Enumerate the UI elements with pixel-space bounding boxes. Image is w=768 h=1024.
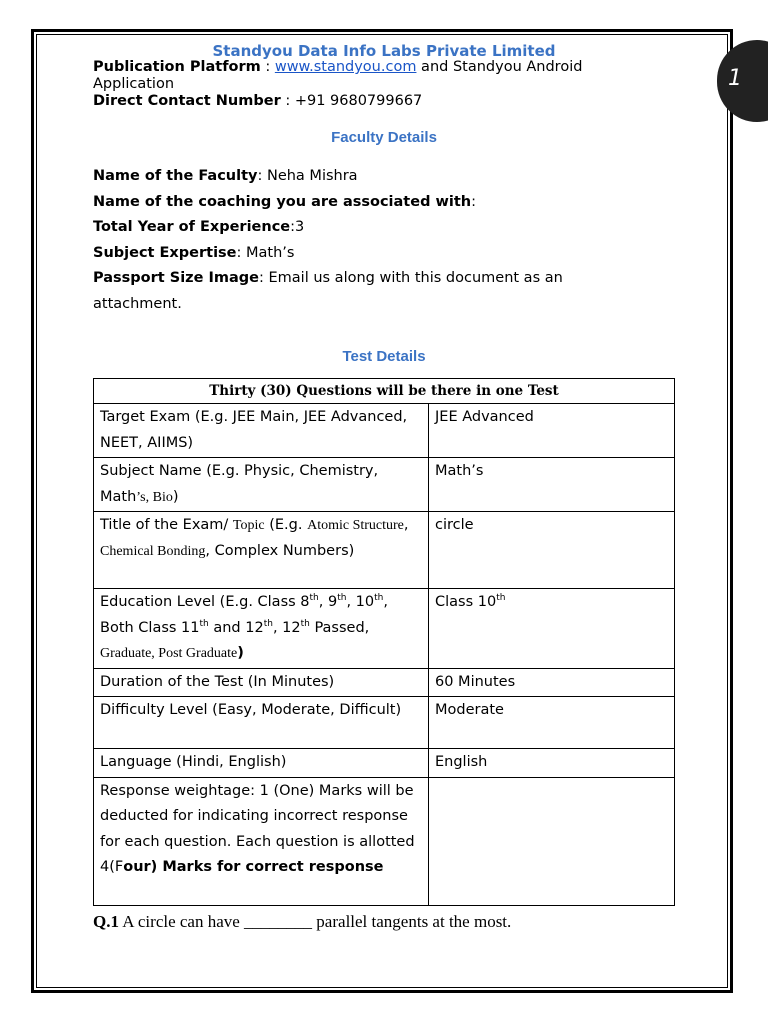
coaching-label: Name of the coaching you are associated with bbox=[93, 193, 472, 210]
platform-sep: : bbox=[260, 59, 275, 75]
table-header-row bbox=[94, 379, 675, 404]
target-exam-value: JEE Advanced bbox=[429, 404, 675, 458]
subject-line bbox=[93, 241, 653, 267]
platform-label: Publication Platform bbox=[93, 59, 261, 75]
subject-value: : Math’s bbox=[236, 244, 295, 261]
publication-info bbox=[93, 59, 653, 110]
experience-label: Total Year of Experience bbox=[93, 219, 291, 235]
table-row bbox=[94, 697, 675, 749]
faculty-name-label: Name of the Faculty bbox=[93, 168, 258, 184]
coaching-value: : bbox=[471, 193, 477, 210]
exam-title-label: Title of the Exam/ Topic (E.g. Atomic Structure, Chemical Bonding, Complex Numbers) bbox=[94, 512, 429, 589]
table-row bbox=[94, 668, 675, 697]
image-line bbox=[93, 266, 653, 317]
faculty-details bbox=[93, 164, 653, 317]
image-value: : Email us along with this document as an attachment. bbox=[93, 270, 563, 312]
difficulty-label: Difficulty Level (Easy, Moderate, Difficult) bbox=[94, 697, 429, 749]
difficulty-value: Moderate bbox=[429, 697, 675, 749]
test-section-title: Test Details bbox=[342, 348, 426, 365]
response-weightage-label: Response weightage: 1 (One) Marks will be deducted for indicating incorrect response for each question. Each question is allotted 4(Four) Marks for correct response bbox=[94, 777, 429, 905]
page-number: 1 bbox=[728, 66, 742, 91]
table-row bbox=[94, 777, 675, 905]
subject-label: Subject Expertise bbox=[93, 244, 237, 261]
image-label: Passport Size Image bbox=[93, 270, 259, 286]
platform-link[interactable]: www.standyou.com bbox=[274, 59, 417, 75]
duration-label: Duration of the Test (In Minutes) bbox=[94, 668, 429, 697]
question-number: Q.1 bbox=[93, 912, 119, 931]
faculty-name-line bbox=[93, 164, 653, 190]
table-header-cell: Thirty (30) Questions will be there in one Test bbox=[94, 379, 675, 404]
experience-line bbox=[93, 215, 653, 241]
table-row bbox=[94, 749, 675, 778]
coaching-line bbox=[93, 190, 653, 216]
faculty-name-value: : Neha Mishra bbox=[257, 168, 358, 184]
education-level-value: Class 10th bbox=[429, 589, 675, 669]
company-title: Standyou Data Info Labs Private Limited bbox=[212, 42, 556, 60]
language-value: English bbox=[429, 749, 675, 778]
table-row bbox=[94, 512, 675, 589]
duration-value: 60 Minutes bbox=[429, 668, 675, 697]
table-row bbox=[94, 589, 675, 669]
language-label: Language (Hindi, English) bbox=[94, 749, 429, 778]
test-details-table bbox=[93, 378, 675, 906]
table-row bbox=[94, 458, 675, 512]
contact-label: Direct Contact Number bbox=[93, 93, 281, 109]
response-weightage-value bbox=[429, 777, 675, 905]
education-level-label: Education Level (E.g. Class 8th, 9th, 10th, Both Class 11th and 12th, 12th Passed, Graduate, Post Graduate) bbox=[94, 589, 429, 669]
exam-title-value: circle bbox=[429, 512, 675, 589]
publication-platform-line bbox=[93, 59, 653, 93]
platform-rest: and Standyou Android Application bbox=[93, 59, 583, 92]
target-exam-label: Target Exam (E.g. JEE Main, JEE Advanced, NEET, AIIMS) bbox=[94, 404, 429, 458]
subject-name-label: Subject Name (E.g. Physic, Chemistry, Math’s, Bio) bbox=[94, 458, 429, 512]
question-1 bbox=[93, 912, 511, 932]
faculty-section-title: Faculty Details bbox=[331, 129, 437, 146]
table-row bbox=[94, 404, 675, 458]
subject-name-value: Math’s bbox=[429, 458, 675, 512]
contact-line bbox=[93, 93, 653, 110]
experience-value: :3 bbox=[290, 219, 305, 235]
contact-value: : +91 9680799667 bbox=[280, 93, 423, 109]
question-text: A circle can have ________ parallel tangents at the most. bbox=[118, 912, 512, 931]
